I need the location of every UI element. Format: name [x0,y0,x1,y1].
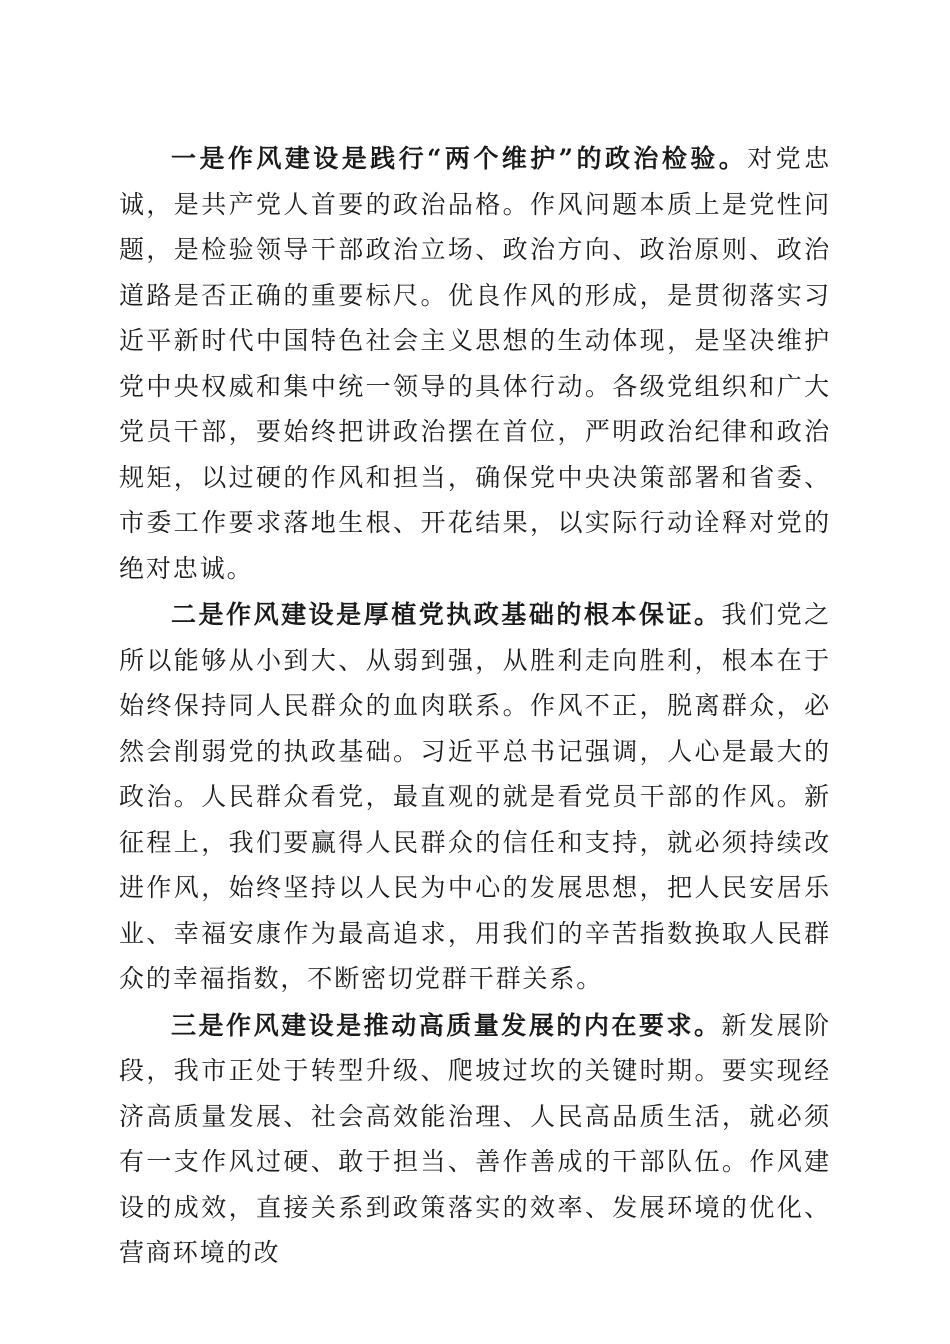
paragraph-1-lead: 一是作风建设是践行“两个维护”的政治检验。 [171,144,748,173]
paragraph-3-text: 新发展阶段，我市正处于转型升级、爬坡过坎的关键时期。要实现经济高质量发展、社会高效能治理、人民高品质生活，就必须有一支作风过硬、敢于担当、善作善成的干部队伍。作风建设的成效，直接关系到政策落实的效率、发展环境的优化、营商环境的改 [119,1010,831,1267]
paragraph-2 [119,592,831,1002]
paragraph-3-lead: 三是作风建设是推动高质量发展的内在要求。 [171,1010,722,1040]
document-body [119,136,831,1277]
paragraph-2-lead: 二是作风建设是厚植党执政基础的根本保证。 [171,600,722,629]
paragraph-3 [119,1003,831,1276]
paragraph-1 [119,136,831,591]
paragraph-2-text: 我们党之所以能够从小到大、从弱到强，从胜利走向胜利，根本在于始终保持同人民群众的血肉联系。作风不正，脱离群众，必然会削弱党的执政基础。习近平总书记强调，人心是最大的政治。人民群众看党，最直观的就是看党员干部的作风。新征程上，我们要赢得人民群众的信任和支持，就必须持续改进作风，始终坚持以人民为中心的发展思想，把人民安居乐业、幸福安康作为最高追求，用我们的辛苦指数换取人民群众的幸福指数，不断密切党群干群关系。 [119,600,831,993]
paragraph-1-text: 对党忠诚，是共产党人首要的政治品格。作风问题本质上是党性问题，是检验领导干部政治立场、政治方向、政治原则、政治道路是否正确的重要标尺。优良作风的形成，是贯彻落实习近平新时代中国特色社会主义思想的生动体现，是坚决维护党中央权威和集中统一领导的具体行动。各级党组织和广大党员干部，要始终把讲政治摆在首位，严明政治纪律和政治规矩，以过硬的作风和担当，确保党中央决策部署和省委、市委工作要求落地生根、开花结果，以实际行动诠释对党的绝对忠诚。 [119,144,832,583]
